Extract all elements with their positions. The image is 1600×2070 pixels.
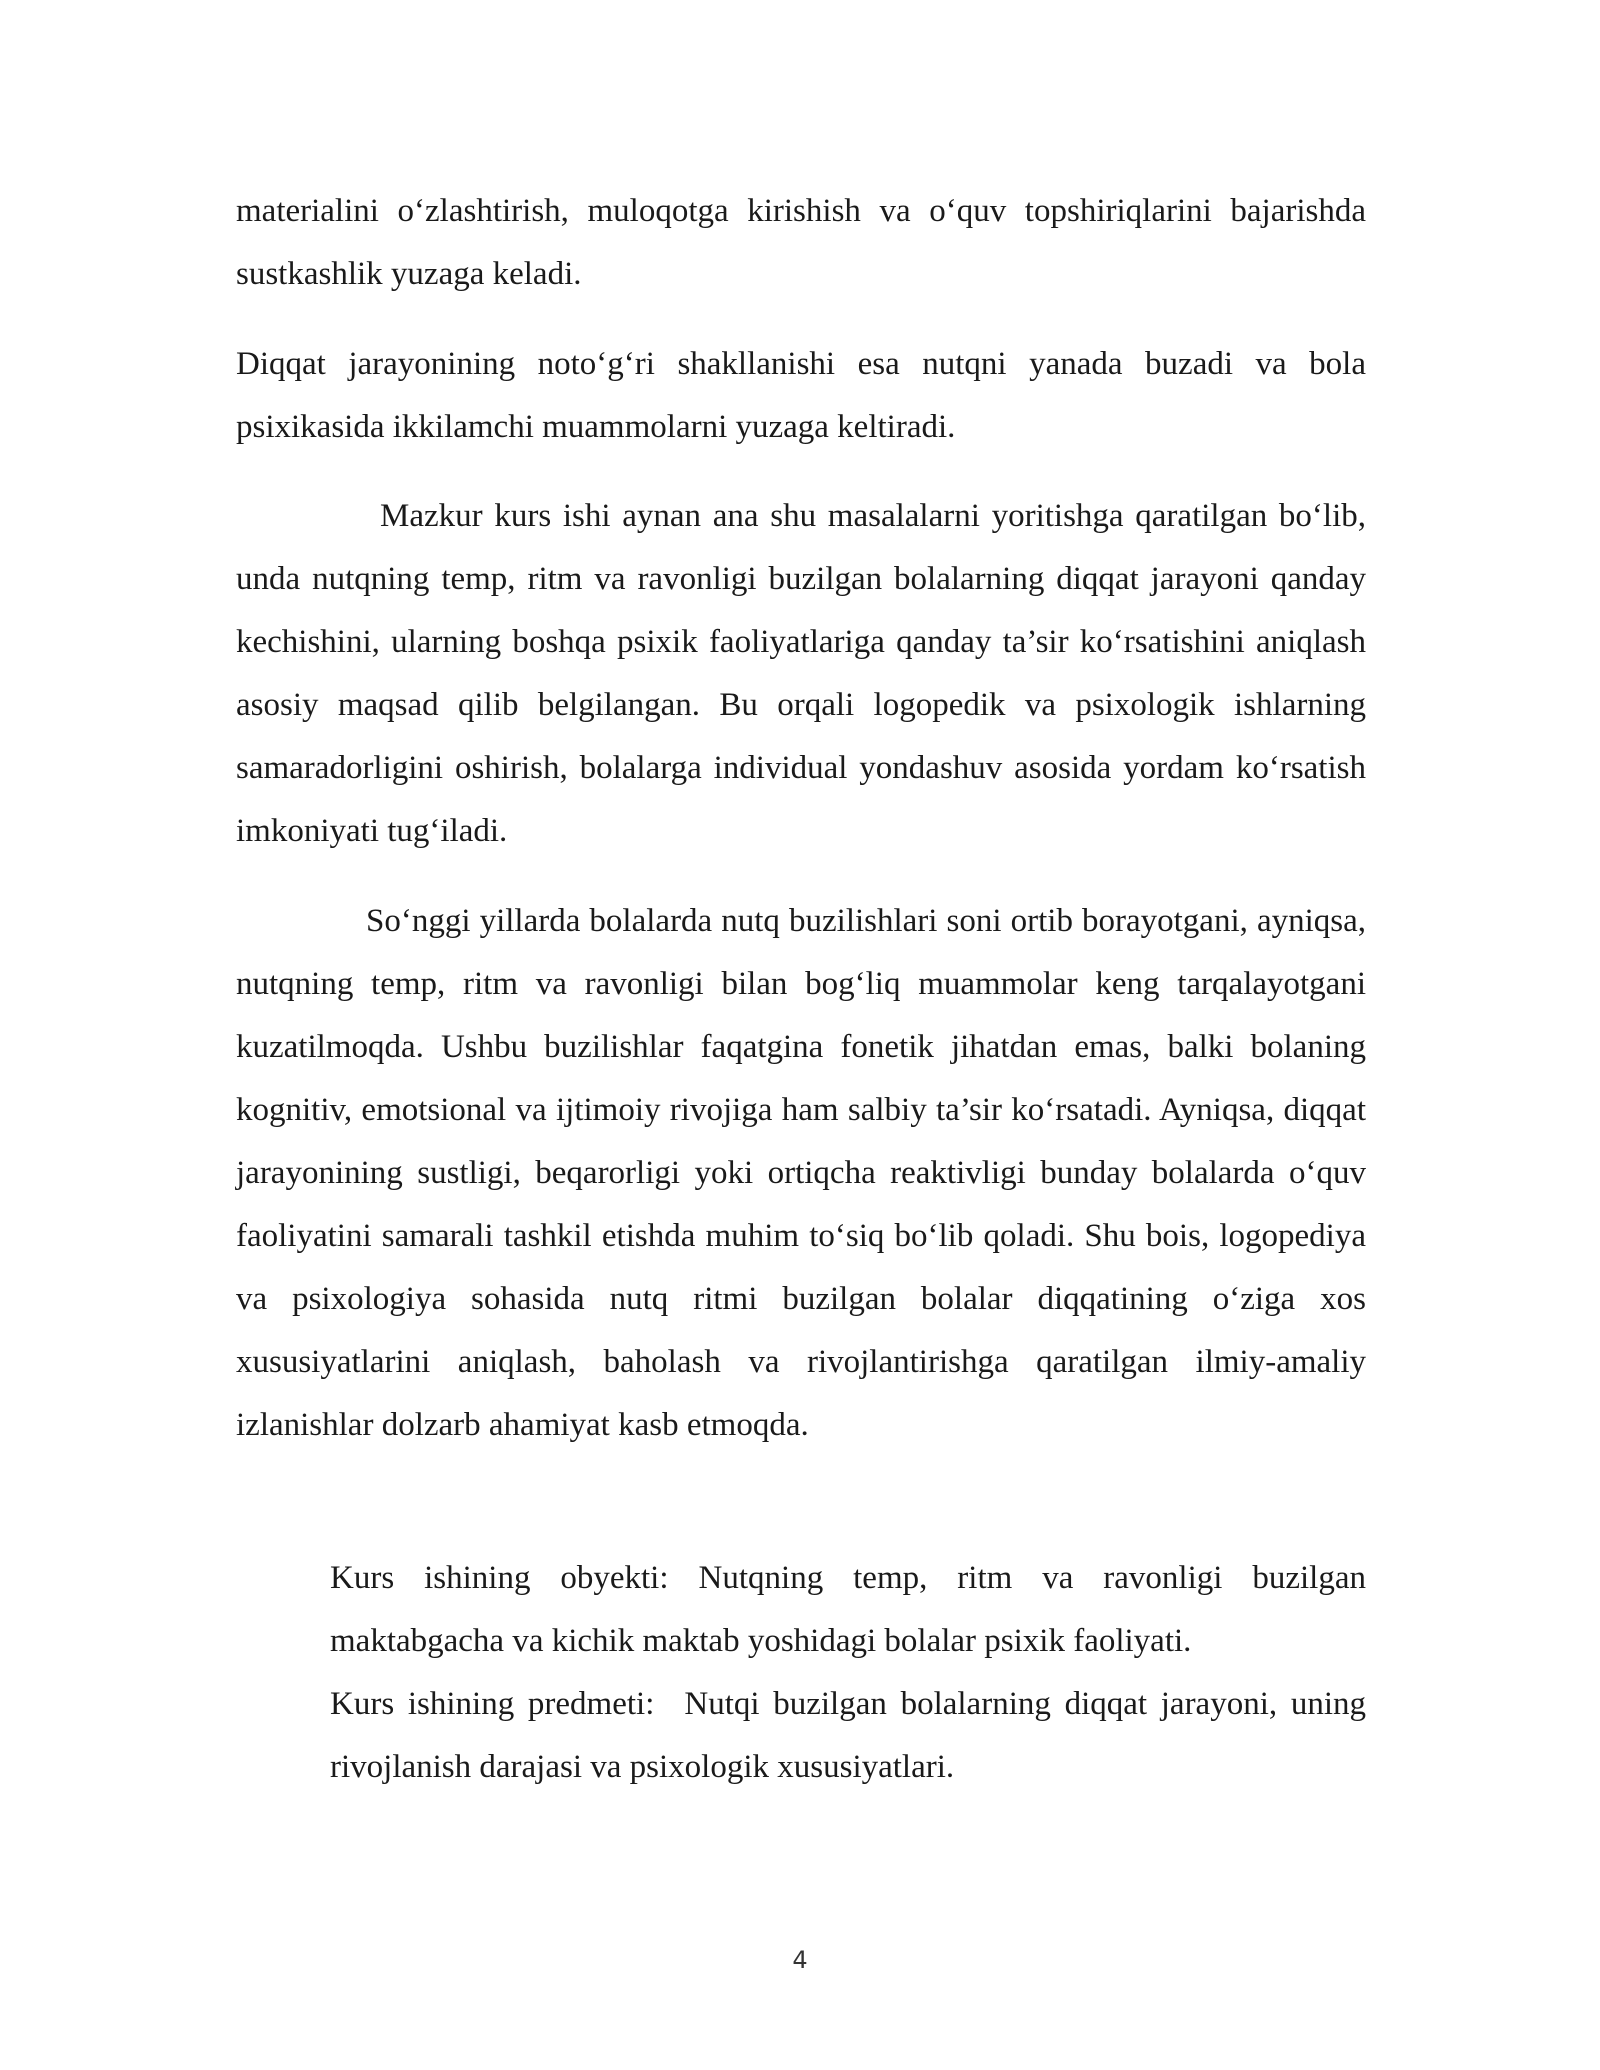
- course-object: [330, 1547, 1366, 1673]
- course-subject: [330, 1673, 1366, 1799]
- paragraph-continuation: materialini o‘zlashtirish, muloqotga kirishish va o‘quv topshiriqlarini bajarishda sustkashlik yuzaga keladi.: [236, 193, 1366, 292]
- page-number: 4: [792, 1946, 808, 1974]
- paragraph-attention-formation: Diqqat jarayonining noto‘g‘ri shakllanishi esa nutqni yanada buzadi va bola psixikasida ikkilamchi muammolarni yuzaga keltiradi.: [236, 346, 1366, 445]
- course-subject-label: Kurs ishining predmeti:: [330, 1686, 655, 1722]
- course-object-text: Nutqning temp, ritm va ravonligi buzilgan maktabgacha va kichik maktab yoshidagi bolalar psixik faoliyati.: [330, 1560, 1366, 1659]
- course-subject-text: Nutqi buzilgan bolalarning diqqat jarayoni, uning rivojlanish darajasi va psixologik xususiyatlari.: [330, 1686, 1366, 1785]
- course-object-label: Kurs ishining obyekti:: [330, 1560, 669, 1596]
- paragraph-course-aim: Mazkur kurs ishi aynan ana shu masalalarni yoritishga qaratilgan bo‘lib, unda nutqning temp, ritm va ravonligi buzilgan bolalarning diqqat jarayoni qanday kechishini, ularning boshqa psixik faoliyatlariga qanday ta’sir ko‘rsatishini aniqlash asosiy maqsad qilib belgilangan. Bu orqali logopedik va psixologik ishlarning samaradorligini oshirish, bolalarga individual yondashuv asosida yordam ko‘rsatish imkoniyati tug‘iladi.: [236, 498, 1366, 849]
- paragraph-relevance: So‘nggi yillarda bolalarda nutq buzilishlari soni ortib borayotgani, ayniqsa, nutqning temp, ritm va ravonligi bilan bog‘liq muammolar keng tarqalayotgani kuzatilmoqda. Ushbu buzilishlar faqatgina fonetik jihatdan emas, balki bolaning kognitiv, emotsional va ijtimoiy rivojiga ham salbiy ta’sir ko‘rsatadi. Ayniqsa, diqqat jarayonining sustligi, beqarorligi yoki ortiqcha reaktivligi bunday bolalarda o‘quv faoliyatini samarali tashkil etishda muhim to‘siq bo‘lib qoladi. Shu bois, logopediya va psixologiya sohasida nutq ritmi buzilgan bolalar diqqatining o‘ziga xos xususiyatlarini aniqlash, baholash va rivojlantirishga qaratilgan ilmiy-amaliy izlanishlar dolzarb ahamiyat kasb etmoqda.: [236, 903, 1366, 1443]
